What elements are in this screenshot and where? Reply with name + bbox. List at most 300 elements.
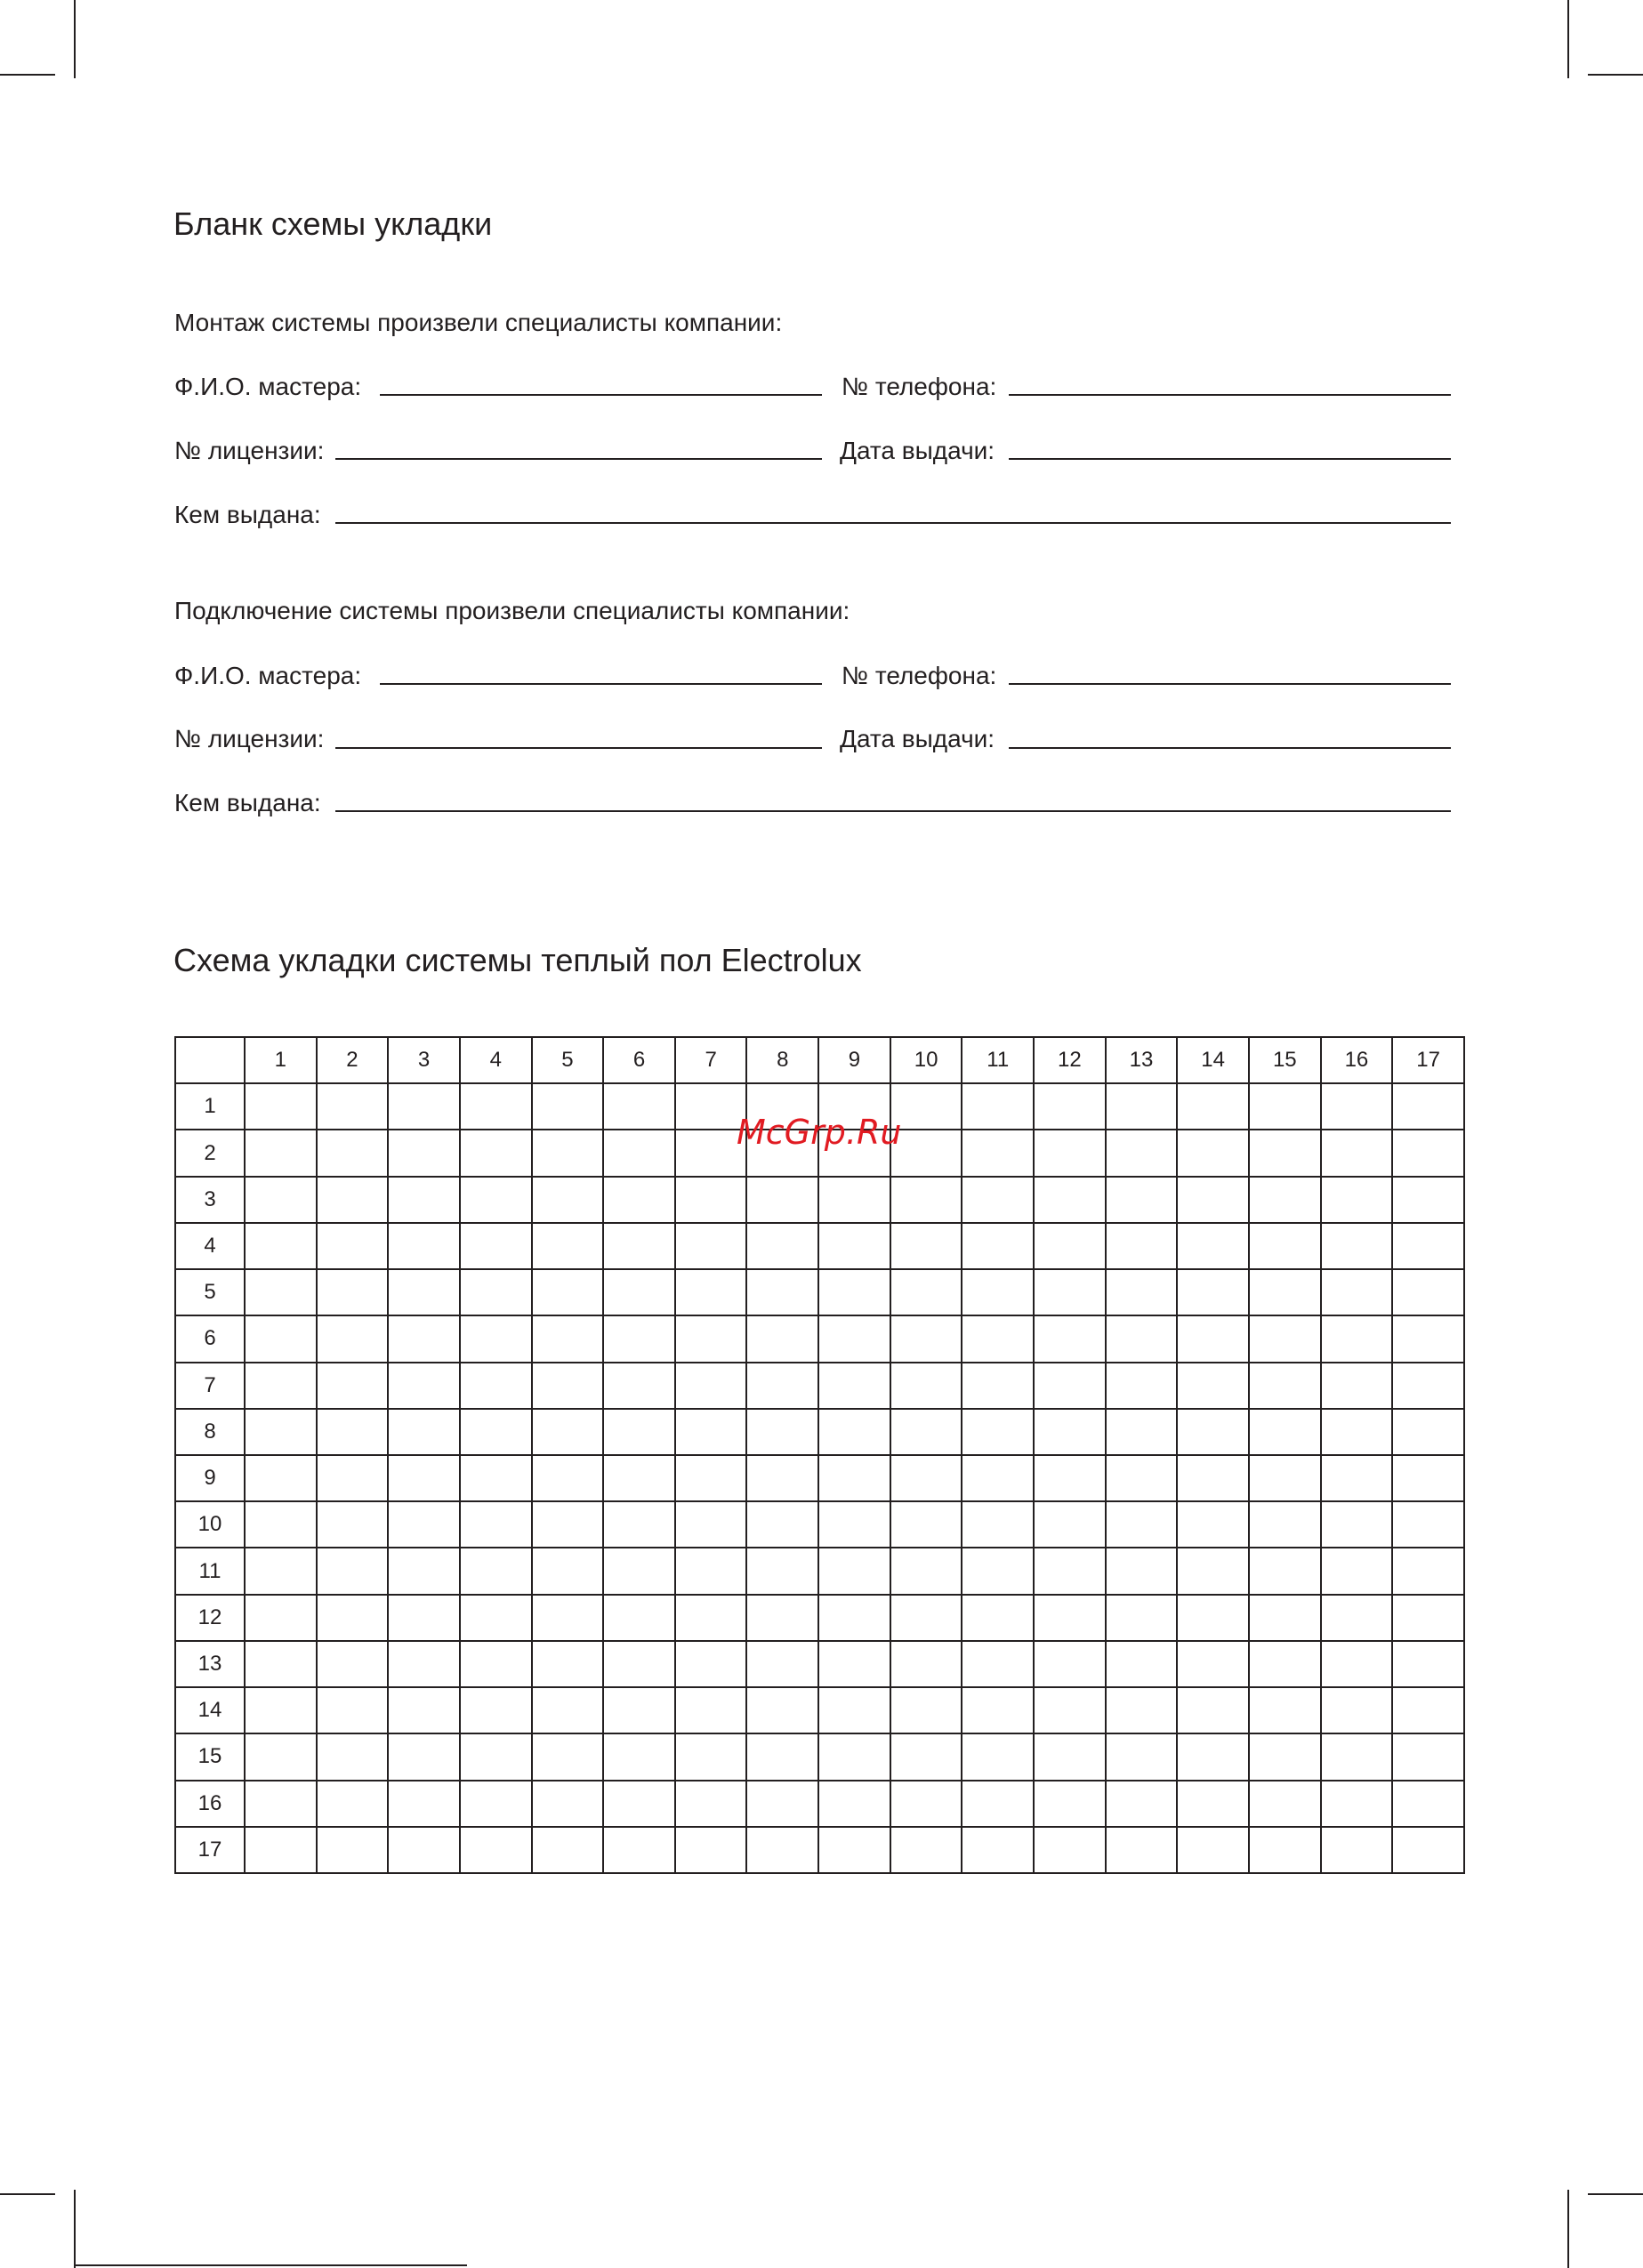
grid-cell[interactable] — [890, 1269, 962, 1315]
grid-cell[interactable] — [245, 1130, 317, 1176]
grid-cell[interactable] — [603, 1595, 675, 1641]
grid-cell[interactable] — [245, 1501, 317, 1548]
grid-cell[interactable] — [1106, 1223, 1178, 1269]
grid-column-header: 16 — [1321, 1037, 1393, 1083]
grid-cell[interactable] — [890, 1548, 962, 1594]
grid-cell[interactable] — [388, 1409, 460, 1455]
grid-cell[interactable] — [675, 1363, 747, 1409]
grid-cell[interactable] — [1106, 1455, 1178, 1501]
grid-cell[interactable] — [962, 1083, 1034, 1130]
grid-cell[interactable] — [1392, 1269, 1464, 1315]
grid-cell[interactable] — [675, 1501, 747, 1548]
grid-cell[interactable] — [1321, 1501, 1393, 1548]
grid-cell[interactable] — [1106, 1130, 1178, 1176]
grid-cell[interactable] — [460, 1501, 532, 1548]
grid-cell[interactable] — [962, 1409, 1034, 1455]
grid-cell[interactable] — [532, 1595, 604, 1641]
grid-cell[interactable] — [1321, 1781, 1393, 1827]
grid-cell[interactable] — [962, 1363, 1034, 1409]
grid-cell[interactable] — [1249, 1781, 1321, 1827]
grid-cell[interactable] — [603, 1687, 675, 1733]
grid-row-header: 17 — [175, 1827, 245, 1873]
grid-cell[interactable] — [675, 1269, 747, 1315]
grid-cell[interactable] — [1249, 1548, 1321, 1594]
grid-cell[interactable] — [1321, 1595, 1393, 1641]
grid-cell[interactable] — [890, 1827, 962, 1873]
grid-cell[interactable] — [603, 1455, 675, 1501]
grid-cell[interactable] — [962, 1733, 1034, 1780]
grid-cell[interactable] — [1106, 1733, 1178, 1780]
grid-cell[interactable] — [818, 1269, 890, 1315]
grid-cell[interactable] — [317, 1083, 389, 1130]
grid-cell[interactable] — [1177, 1363, 1249, 1409]
grid-cell[interactable] — [532, 1177, 604, 1223]
grid-cell[interactable] — [818, 1548, 890, 1594]
grid-cell[interactable] — [317, 1269, 389, 1315]
grid-cell[interactable] — [675, 1548, 747, 1594]
grid-cell[interactable] — [1106, 1315, 1178, 1362]
grid-cell[interactable] — [388, 1548, 460, 1594]
grid-cell[interactable] — [818, 1827, 890, 1873]
grid-cell[interactable] — [1392, 1455, 1464, 1501]
grid-cell[interactable] — [317, 1641, 389, 1687]
installation-issue-date-field[interactable] — [1009, 458, 1451, 460]
grid-cell[interactable] — [675, 1315, 747, 1362]
grid-cell[interactable] — [532, 1269, 604, 1315]
grid-cell[interactable] — [388, 1315, 460, 1362]
grid-cell[interactable] — [532, 1315, 604, 1362]
grid-cell[interactable] — [1177, 1641, 1249, 1687]
grid-cell[interactable] — [1321, 1455, 1393, 1501]
grid-cell[interactable] — [1106, 1177, 1178, 1223]
grid-cell[interactable] — [317, 1363, 389, 1409]
grid-cell[interactable] — [1249, 1641, 1321, 1687]
grid-cell[interactable] — [1249, 1455, 1321, 1501]
grid-cell[interactable] — [388, 1455, 460, 1501]
grid-cell[interactable] — [890, 1409, 962, 1455]
grid-cell[interactable] — [388, 1687, 460, 1733]
grid-cell[interactable] — [388, 1733, 460, 1780]
grid-cell[interactable] — [1249, 1223, 1321, 1269]
grid-cell[interactable] — [962, 1781, 1034, 1827]
grid-cell[interactable] — [1392, 1315, 1464, 1362]
grid-cell[interactable] — [1177, 1130, 1249, 1176]
grid-cell[interactable] — [460, 1269, 532, 1315]
grid-cell[interactable] — [1392, 1223, 1464, 1269]
grid-cell[interactable] — [746, 1641, 818, 1687]
grid-cell[interactable] — [675, 1641, 747, 1687]
grid-cell[interactable] — [245, 1223, 317, 1269]
grid-cell[interactable] — [460, 1687, 532, 1733]
grid-cell[interactable] — [1106, 1781, 1178, 1827]
grid-cell[interactable] — [532, 1455, 604, 1501]
grid-cell[interactable] — [460, 1781, 532, 1827]
grid-cell[interactable] — [603, 1641, 675, 1687]
grid-cell[interactable] — [1177, 1083, 1249, 1130]
grid-cell[interactable] — [1177, 1223, 1249, 1269]
grid-cell[interactable] — [1034, 1641, 1106, 1687]
grid-cell[interactable] — [1034, 1595, 1106, 1641]
grid-cell[interactable] — [603, 1177, 675, 1223]
connection-issued-by-field[interactable] — [335, 810, 1451, 812]
crop-mark — [74, 0, 76, 78]
grid-cell[interactable] — [746, 1409, 818, 1455]
grid-cell[interactable] — [532, 1223, 604, 1269]
grid-cell[interactable] — [1177, 1409, 1249, 1455]
grid-cell[interactable] — [603, 1409, 675, 1455]
grid-cell[interactable] — [1106, 1083, 1178, 1130]
grid-cell[interactable] — [818, 1409, 890, 1455]
grid-cell[interactable] — [746, 1733, 818, 1780]
grid-cell[interactable] — [603, 1827, 675, 1873]
grid-cell[interactable] — [245, 1315, 317, 1362]
grid-cell[interactable] — [317, 1687, 389, 1733]
grid-cell[interactable] — [890, 1223, 962, 1269]
grid-cell[interactable] — [675, 1687, 747, 1733]
grid-cell[interactable] — [1177, 1501, 1249, 1548]
grid-cell[interactable] — [460, 1083, 532, 1130]
grid-cell[interactable] — [818, 1501, 890, 1548]
grid-cell[interactable] — [1177, 1177, 1249, 1223]
grid-cell[interactable] — [890, 1363, 962, 1409]
grid-cell[interactable] — [245, 1827, 317, 1873]
grid-cell[interactable] — [1034, 1363, 1106, 1409]
grid-cell[interactable] — [675, 1223, 747, 1269]
grid-cell[interactable] — [532, 1687, 604, 1733]
grid-cell[interactable] — [1106, 1363, 1178, 1409]
grid-cell[interactable] — [245, 1548, 317, 1594]
grid-cell[interactable] — [460, 1177, 532, 1223]
grid-cell[interactable] — [1177, 1548, 1249, 1594]
grid-cell[interactable] — [603, 1501, 675, 1548]
grid-cell[interactable] — [1177, 1595, 1249, 1641]
connection-phone-field[interactable] — [1009, 683, 1451, 685]
grid-cell[interactable] — [1392, 1781, 1464, 1827]
grid-cell[interactable] — [245, 1409, 317, 1455]
grid-cell[interactable] — [460, 1733, 532, 1780]
grid-cell[interactable] — [1392, 1827, 1464, 1873]
grid-cell[interactable] — [388, 1827, 460, 1873]
grid-cell[interactable] — [818, 1781, 890, 1827]
grid-cell[interactable] — [1034, 1083, 1106, 1130]
grid-cell[interactable] — [532, 1827, 604, 1873]
grid-cell[interactable] — [962, 1641, 1034, 1687]
grid-cell[interactable] — [460, 1827, 532, 1873]
grid-cell[interactable] — [317, 1595, 389, 1641]
grid-cell[interactable] — [1249, 1130, 1321, 1176]
grid-cell[interactable] — [1177, 1687, 1249, 1733]
grid-cell[interactable] — [388, 1595, 460, 1641]
grid-cell[interactable] — [746, 1455, 818, 1501]
grid-cell[interactable] — [890, 1595, 962, 1641]
grid-cell[interactable] — [460, 1455, 532, 1501]
grid-cell[interactable] — [603, 1269, 675, 1315]
grid-cell[interactable] — [818, 1223, 890, 1269]
grid-column-header: 7 — [675, 1037, 747, 1083]
grid-cell[interactable] — [388, 1363, 460, 1409]
grid-cell[interactable] — [890, 1687, 962, 1733]
grid-cell[interactable] — [818, 1641, 890, 1687]
grid-cell[interactable] — [245, 1781, 317, 1827]
grid-cell[interactable] — [1321, 1687, 1393, 1733]
grid-cell[interactable] — [818, 1687, 890, 1733]
grid-cell[interactable] — [962, 1595, 1034, 1641]
grid-cell[interactable] — [388, 1223, 460, 1269]
grid-cell[interactable] — [1106, 1827, 1178, 1873]
grid-cell[interactable] — [1177, 1455, 1249, 1501]
grid-cell[interactable] — [1321, 1548, 1393, 1594]
grid-cell[interactable] — [603, 1223, 675, 1269]
grid-cell[interactable] — [317, 1130, 389, 1176]
grid-cell[interactable] — [245, 1733, 317, 1780]
grid-cell[interactable] — [746, 1827, 818, 1873]
grid-cell[interactable] — [532, 1083, 604, 1130]
grid-cell[interactable] — [603, 1315, 675, 1362]
grid-cell[interactable] — [1034, 1733, 1106, 1780]
grid-cell[interactable] — [1321, 1409, 1393, 1455]
grid-cell[interactable] — [317, 1501, 389, 1548]
grid-cell[interactable] — [460, 1315, 532, 1362]
grid-cell[interactable] — [603, 1130, 675, 1176]
grid-cell[interactable] — [1321, 1083, 1393, 1130]
grid-cell[interactable] — [245, 1363, 317, 1409]
grid-cell[interactable] — [962, 1687, 1034, 1733]
grid-cell[interactable] — [1177, 1733, 1249, 1780]
grid-row — [175, 1409, 1464, 1455]
grid-cell[interactable] — [1321, 1363, 1393, 1409]
grid-cell[interactable] — [460, 1363, 532, 1409]
grid-cell[interactable] — [746, 1781, 818, 1827]
grid-cell[interactable] — [245, 1177, 317, 1223]
grid-cell[interactable] — [1392, 1641, 1464, 1687]
grid-cell[interactable] — [1034, 1177, 1106, 1223]
grid-cell[interactable] — [1177, 1781, 1249, 1827]
grid-cell[interactable] — [962, 1177, 1034, 1223]
grid-cell[interactable] — [388, 1501, 460, 1548]
grid-cell[interactable] — [675, 1733, 747, 1780]
grid-cell[interactable] — [388, 1083, 460, 1130]
grid-cell[interactable] — [818, 1315, 890, 1362]
grid-cell[interactable] — [1034, 1269, 1106, 1315]
grid-cell[interactable] — [1392, 1501, 1464, 1548]
grid-cell[interactable] — [746, 1315, 818, 1362]
grid-cell[interactable] — [532, 1781, 604, 1827]
grid-cell[interactable] — [317, 1781, 389, 1827]
grid-cell[interactable] — [460, 1130, 532, 1176]
grid-cell[interactable] — [1034, 1223, 1106, 1269]
grid-cell[interactable] — [317, 1548, 389, 1594]
grid-cell[interactable] — [890, 1501, 962, 1548]
grid-cell[interactable] — [1106, 1595, 1178, 1641]
grid-cell[interactable] — [1034, 1781, 1106, 1827]
grid-row-header: 16 — [175, 1781, 245, 1827]
grid-cell[interactable] — [1392, 1177, 1464, 1223]
grid-cell[interactable] — [1249, 1409, 1321, 1455]
grid-cell[interactable] — [532, 1409, 604, 1455]
grid-cell[interactable] — [532, 1641, 604, 1687]
grid-cell[interactable] — [1106, 1269, 1178, 1315]
grid-cell[interactable] — [675, 1177, 747, 1223]
grid-cell[interactable] — [245, 1595, 317, 1641]
grid-cell[interactable] — [388, 1177, 460, 1223]
grid-cell[interactable] — [245, 1687, 317, 1733]
grid-cell[interactable] — [1249, 1363, 1321, 1409]
grid-cell[interactable] — [1106, 1409, 1178, 1455]
grid-cell[interactable] — [1249, 1315, 1321, 1362]
grid-cell[interactable] — [1392, 1083, 1464, 1130]
grid-cell[interactable] — [746, 1177, 818, 1223]
crop-mark — [1567, 0, 1569, 78]
grid-cell[interactable] — [317, 1827, 389, 1873]
grid-cell[interactable] — [890, 1781, 962, 1827]
installation-phone-field[interactable] — [1009, 394, 1451, 396]
grid-cell[interactable] — [1249, 1177, 1321, 1223]
grid-cell[interactable] — [460, 1409, 532, 1455]
grid-cell[interactable] — [1106, 1548, 1178, 1594]
connection-issue-date-field[interactable] — [1009, 747, 1451, 749]
grid-cell[interactable] — [603, 1548, 675, 1594]
grid-cell[interactable] — [1392, 1687, 1464, 1733]
grid-cell[interactable] — [1392, 1548, 1464, 1594]
grid-cell[interactable] — [1321, 1269, 1393, 1315]
grid-cell[interactable] — [388, 1269, 460, 1315]
grid-cell[interactable] — [245, 1083, 317, 1130]
grid-cell[interactable] — [317, 1177, 389, 1223]
grid-cell[interactable] — [890, 1315, 962, 1362]
grid-cell[interactable] — [1392, 1130, 1464, 1176]
grid-cell[interactable] — [675, 1409, 747, 1455]
grid-cell[interactable] — [818, 1733, 890, 1780]
grid-cell[interactable] — [603, 1733, 675, 1780]
grid-cell[interactable] — [1321, 1827, 1393, 1873]
grid-cell[interactable] — [1106, 1687, 1178, 1733]
grid-cell[interactable] — [1392, 1733, 1464, 1780]
installation-master-field[interactable] — [380, 394, 822, 396]
grid-cell[interactable] — [317, 1409, 389, 1455]
grid-cell[interactable] — [1249, 1687, 1321, 1733]
grid-cell[interactable] — [962, 1269, 1034, 1315]
grid-cell[interactable] — [962, 1827, 1034, 1873]
grid-cell[interactable] — [746, 1223, 818, 1269]
grid-row — [175, 1733, 1464, 1780]
grid-cell[interactable] — [532, 1733, 604, 1780]
grid-cell[interactable] — [603, 1083, 675, 1130]
grid-cell[interactable] — [1177, 1269, 1249, 1315]
grid-cell[interactable] — [1392, 1595, 1464, 1641]
grid-cell[interactable] — [1249, 1083, 1321, 1130]
grid-cell[interactable] — [1321, 1315, 1393, 1362]
grid-cell[interactable] — [532, 1548, 604, 1594]
grid-cell[interactable] — [890, 1455, 962, 1501]
grid-cell[interactable] — [460, 1223, 532, 1269]
grid-cell[interactable] — [1321, 1223, 1393, 1269]
grid-cell[interactable] — [1321, 1733, 1393, 1780]
grid-cell[interactable] — [818, 1177, 890, 1223]
installation-license-field[interactable] — [335, 458, 822, 460]
grid-cell[interactable] — [675, 1827, 747, 1873]
grid-cell[interactable] — [460, 1595, 532, 1641]
grid-cell[interactable] — [962, 1130, 1034, 1176]
grid-cell[interactable] — [1034, 1409, 1106, 1455]
grid-cell[interactable] — [962, 1548, 1034, 1594]
grid-cell[interactable] — [532, 1130, 604, 1176]
grid-cell[interactable] — [818, 1595, 890, 1641]
grid-cell[interactable] — [317, 1223, 389, 1269]
grid-cell[interactable] — [1392, 1363, 1464, 1409]
grid-cell[interactable] — [962, 1315, 1034, 1362]
connection-license-field[interactable] — [335, 747, 822, 749]
grid-cell[interactable] — [1034, 1501, 1106, 1548]
grid-cell[interactable] — [1106, 1501, 1178, 1548]
grid-cell[interactable] — [1249, 1501, 1321, 1548]
grid-cell[interactable] — [890, 1177, 962, 1223]
grid-cell[interactable] — [1321, 1641, 1393, 1687]
grid-cell[interactable] — [245, 1269, 317, 1315]
grid-cell[interactable] — [675, 1595, 747, 1641]
grid-cell[interactable] — [317, 1455, 389, 1501]
grid-cell[interactable] — [1249, 1733, 1321, 1780]
grid-cell[interactable] — [1249, 1269, 1321, 1315]
grid-cell[interactable] — [388, 1130, 460, 1176]
installation-issued-by-field[interactable] — [335, 522, 1451, 524]
grid-cell[interactable] — [532, 1501, 604, 1548]
grid-cell[interactable] — [746, 1548, 818, 1594]
grid-cell[interactable] — [388, 1781, 460, 1827]
grid-cell[interactable] — [1177, 1827, 1249, 1873]
grid-cell[interactable] — [1034, 1548, 1106, 1594]
grid-cell[interactable] — [818, 1455, 890, 1501]
grid-cell[interactable] — [962, 1455, 1034, 1501]
grid-cell[interactable] — [818, 1363, 890, 1409]
grid-cell[interactable] — [603, 1781, 675, 1827]
grid-cell[interactable] — [1177, 1315, 1249, 1362]
connection-master-field[interactable] — [380, 683, 822, 685]
grid-cell[interactable] — [1034, 1315, 1106, 1362]
grid-cell[interactable] — [317, 1733, 389, 1780]
grid-cell[interactable] — [1034, 1455, 1106, 1501]
grid-cell[interactable] — [890, 1733, 962, 1780]
grid-cell[interactable] — [746, 1501, 818, 1548]
grid-cell[interactable] — [1034, 1827, 1106, 1873]
grid-cell[interactable] — [245, 1641, 317, 1687]
grid-cell[interactable] — [962, 1223, 1034, 1269]
page-title: Бланк схемы укладки — [173, 205, 493, 242]
grid-cell[interactable] — [1034, 1130, 1106, 1176]
grid-cell[interactable] — [460, 1641, 532, 1687]
grid-cell[interactable] — [460, 1548, 532, 1594]
grid-cell[interactable] — [746, 1269, 818, 1315]
grid-cell[interactable] — [1249, 1595, 1321, 1641]
grid-cell[interactable] — [746, 1363, 818, 1409]
grid-cell[interactable] — [1321, 1177, 1393, 1223]
grid-cell[interactable] — [675, 1781, 747, 1827]
grid-cell[interactable] — [746, 1687, 818, 1733]
grid-cell[interactable] — [532, 1363, 604, 1409]
grid-cell[interactable] — [603, 1363, 675, 1409]
grid-cell[interactable] — [890, 1641, 962, 1687]
grid-cell[interactable] — [1249, 1827, 1321, 1873]
grid-cell[interactable] — [675, 1455, 747, 1501]
grid-cell[interactable] — [1034, 1687, 1106, 1733]
grid-cell[interactable] — [388, 1641, 460, 1687]
grid-cell[interactable] — [1392, 1409, 1464, 1455]
grid-cell[interactable] — [746, 1595, 818, 1641]
grid-cell[interactable] — [962, 1501, 1034, 1548]
grid-cell[interactable] — [317, 1315, 389, 1362]
grid-cell[interactable] — [1106, 1641, 1178, 1687]
grid-cell[interactable] — [245, 1455, 317, 1501]
grid-cell[interactable] — [1321, 1130, 1393, 1176]
